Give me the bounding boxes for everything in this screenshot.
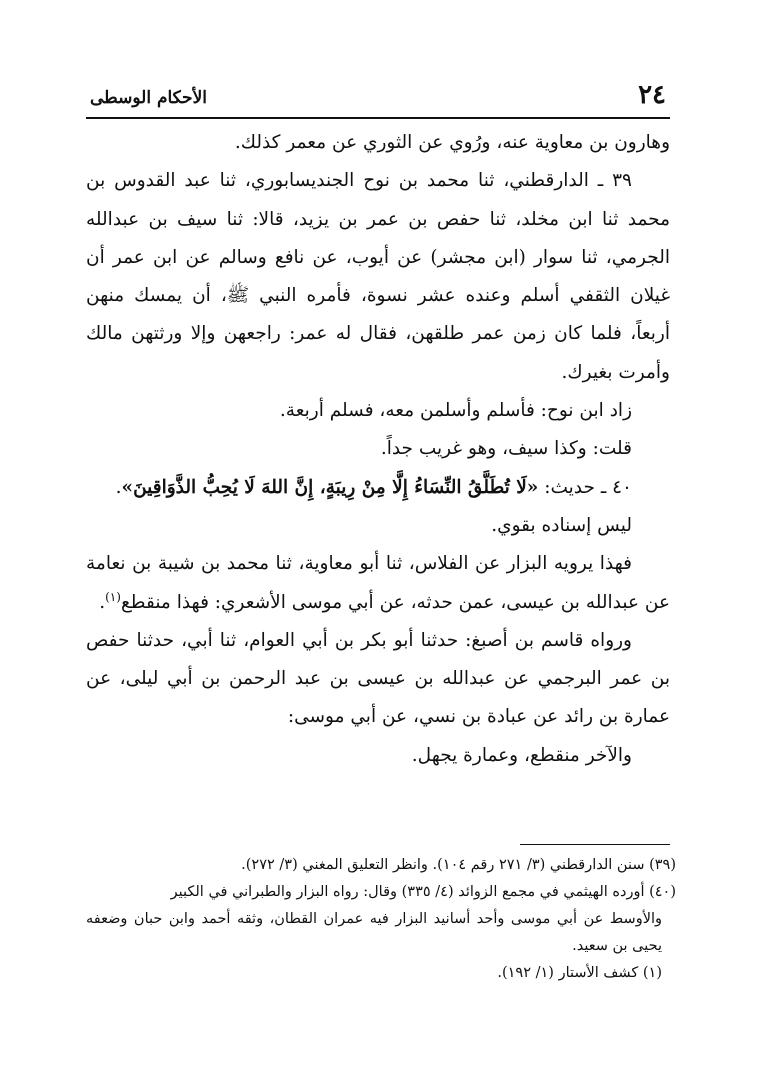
footnotes [86,852,676,987]
bazzar-end: . [99,591,106,613]
page-header [86,78,670,114]
bazzar-text: فهذا يرويه البزار عن الفلاس، ثنا أبو معاوية، ثنا محمد بن شيبة بن نعامة عن عبدالله بن عيسى، عمن حدثه، عن أبي موسى الأشعري: فهذا منقطع [86,553,670,613]
footnote-40-continued: والأوسط عن أبي موسى وأحد أسانيد البزار فيه عمران القطان، وثقه أحمد وابن حبان وضعفه يحيى بن سعيد. [86,911,662,954]
hadith-40-label: ٤٠ ـ حديث: [538,476,632,498]
hadith-40-text: «لَا تُطَلَّقُ النِّسَاءُ إِلَّا مِنْ رِيبَةٍ، إِنَّ اللهَ لَا يُحِبُّ الذَّوَاقِينَ» [121,476,539,498]
paragraph-isnad-note: ليس إسناده بقوي. [491,514,632,536]
main-text [86,124,670,775]
paragraph-hadith-39: ٣٩ ـ الدارقطني، ثنا محمد بن نوح الجنديسابوري، ثنا عبد القدوس بن محمد ثنا ابن مخلد، ثنا حفص بن عمر بن يزيد، قالا: ثنا سيف بن عبدالله الجرمي، ثنا سوار (ابن مجشر) عن أيوب، عن نافع وسالم عن ابن عمر أن غيلان الثقفي أسلم وعنده عشر نسوة، فأمره النبي ﷺ، أن يمسك منهن أربعاً، فلما كان زمن عمر طلقهن، فقال له عمر: راجعهن وإلا ورثتهن مالك وأمرت بغيرك. [86,170,670,383]
paragraph-conclusion: والآخر منقطع، وعمارة يجهل. [411,744,632,766]
paragraph-bazzar [86,545,670,622]
paragraph-qasim: ورواه قاسم بن أصبغ: حدثنا أبو بكر بن أبي العوام، ثنا أبي، حدثنا حفص بن عمر البرجمي عن عبدالله بن عيسى بن عبد الرحمن بن أبي ليلى، عن عمارة بن رائد عن عبادة بن نسي، عن أبي موسى: [86,629,670,728]
footnote-ref-1: (١) [105,589,121,604]
page-number: ٢٤ [638,80,666,110]
paragraph-hadith-40 [86,469,670,507]
header-rule [86,117,670,119]
paragraph-comment: قلت: وكذا سيف، وهو غريب جداً. [380,438,632,460]
hadith-40-end: . [115,476,122,498]
footnote-39: (٣٩) سنن الدارقطني (٣/ ٢٧١ رقم ١٠٤). وانظر التعليق المغني (٣/ ٢٧٢). [241,857,676,873]
paragraph-addition: زاد ابن نوح: فأسلم وأسلمن معه، فسلم أربعة. [279,400,632,422]
footnote-40: (٤٠) أورده الهيثمي في مجمع الزوائد (٤/ ٣٣٥) وقال: رواه البزار والطبراني في الكبير [170,884,676,900]
footnote-1: (١) كشف الأستار (١/ ١٩٢). [497,965,662,981]
paragraph-1: وهارون بن معاوية عنه، ورُوي عن الثوري عن معمر كذلك. [234,132,670,153]
footnote-rule [520,844,670,845]
running-title: الأحكام الوسطى [90,88,207,108]
